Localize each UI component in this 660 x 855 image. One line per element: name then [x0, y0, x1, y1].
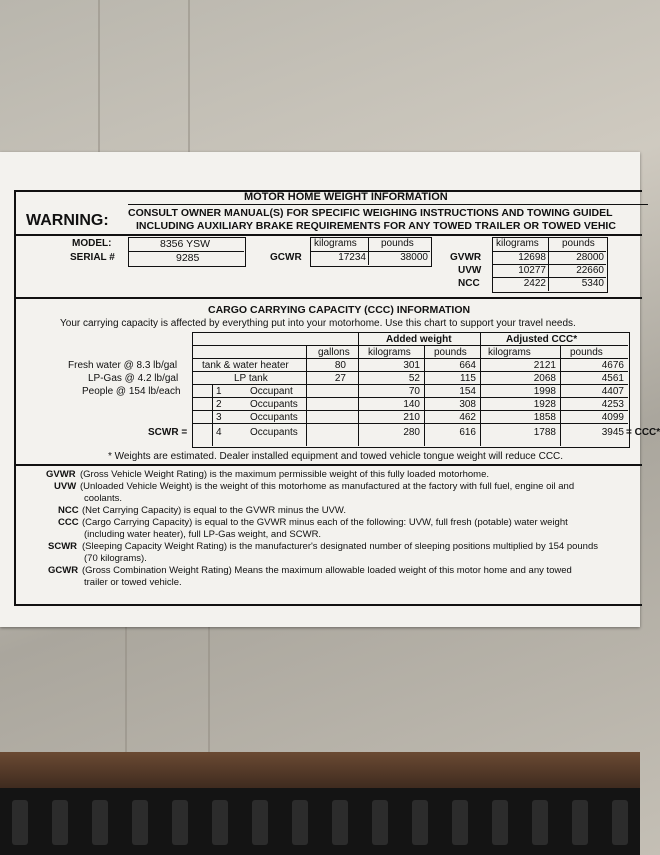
- people-adj-kg: 1928: [533, 399, 556, 410]
- ccc-equals: = CCC*: [626, 427, 660, 438]
- ratings-kg-header: kilograms: [496, 238, 539, 249]
- def-abbr: GCWR: [48, 565, 79, 576]
- fresh-water-label: Fresh water @ 8.3 lb/gal: [68, 360, 178, 371]
- people-lb: 154: [459, 386, 476, 397]
- water-kg: 301: [403, 360, 420, 371]
- serial-value: 9285: [176, 252, 200, 264]
- people-adj-kg: 1998: [533, 386, 556, 397]
- people-count: 1: [216, 386, 222, 397]
- warning-line-1: CONSULT OWNER MANUAL(S) FOR SPECIFIC WEIGHING INSTRUCTIONS AND TOWING GUIDEL: [128, 207, 613, 219]
- people-adj-kg: 1858: [533, 412, 556, 423]
- gcwr-lb-header: pounds: [381, 238, 414, 249]
- gallons-header: gallons: [318, 347, 350, 358]
- adjusted-ccc-header: Adjusted CCC*: [506, 334, 578, 345]
- tray-rib: [372, 800, 388, 845]
- lp-gallons: 27: [334, 373, 346, 384]
- scwr-label: SCWR =: [148, 427, 188, 438]
- def-text: (Gross Vehicle Weight Rating) is the maximum permissible weight of this fully loaded motorhome.: [80, 469, 490, 480]
- model-label: MODEL:: [72, 238, 112, 249]
- people-adj-lb: 3945: [601, 427, 624, 438]
- gvwr-label: GVWR: [450, 252, 482, 263]
- wall-seam: [98, 0, 100, 152]
- people-item: Occupants: [250, 427, 298, 438]
- water-gallons: 80: [334, 360, 346, 371]
- tray-rib: [492, 800, 508, 845]
- def-text: (Unloaded Vehicle Weight) is the weight of this motorhome as manufactured at the factory with full fuel, engine oil and: [80, 481, 575, 492]
- wall-seam: [125, 627, 127, 752]
- water-item: tank & water heater: [202, 360, 289, 371]
- serial-label: SERIAL #: [70, 252, 115, 263]
- wall-seam: [208, 627, 210, 752]
- people-adj-kg: 1788: [533, 427, 556, 438]
- ccc-subtitle: Your carrying capacity is affected by everything put into your motorhome. Use this chart to support your travel needs.: [60, 318, 576, 329]
- label-frame: [14, 190, 660, 606]
- tray-rib: [92, 800, 108, 845]
- gcwr-lb: 38000: [400, 252, 428, 263]
- ccc-title: CARGO CARRYING CAPACITY (CCC) INFORMATION: [208, 304, 471, 316]
- ccc-footnote: * Weights are estimated. Dealer installed equipment and towed vehicle tongue weight will reduce CCC.: [108, 451, 564, 462]
- tray-rib: [452, 800, 468, 845]
- people-count: 4: [216, 427, 222, 438]
- people-adj-lb: 4099: [601, 412, 624, 423]
- lp-adj-lb: 4561: [601, 373, 624, 384]
- water-adj-lb: 4676: [601, 360, 624, 371]
- wall-seam: [188, 0, 190, 152]
- warning-line-2: INCLUDING AUXILIARY BRAKE REQUIREMENTS FOR ANY TOWED TRAILER OR TOWED VEHIC: [136, 220, 616, 232]
- added-weight-header: Added weight: [386, 334, 452, 345]
- tray-rib: [572, 800, 588, 845]
- lp-gas-label: LP-Gas @ 4.2 lb/gal: [88, 373, 179, 384]
- def-text: (including water heater), full LP-Gas weight, and SCWR.: [84, 529, 322, 540]
- kilograms-header-2: kilograms: [488, 347, 531, 358]
- people-label: People @ 154 lb/each: [82, 386, 181, 397]
- tray-rib: [412, 800, 428, 845]
- def-abbr: CCC: [58, 517, 79, 528]
- tray-rib: [612, 800, 628, 845]
- people-kg: 280: [403, 427, 420, 438]
- def-abbr: SCWR: [48, 541, 78, 552]
- tray-rib: [172, 800, 188, 845]
- label-title: MOTOR HOME WEIGHT INFORMATION: [244, 191, 448, 203]
- def-abbr: UVW: [54, 481, 77, 492]
- kilograms-header: kilograms: [368, 347, 411, 358]
- people-lb: 616: [459, 427, 476, 438]
- weight-info-label: [0, 152, 660, 627]
- people-adj-lb: 4253: [601, 399, 624, 410]
- gcwr-kg-header: kilograms: [314, 238, 357, 249]
- people-count: 2: [216, 399, 222, 410]
- people-kg: 140: [403, 399, 420, 410]
- ncc-lb: 5340: [581, 278, 604, 289]
- people-count: 3: [216, 412, 222, 423]
- lp-lb: 115: [460, 373, 476, 384]
- model-value: 8356 YSW: [160, 238, 211, 250]
- people-item: Occupants: [250, 399, 298, 410]
- def-text: (Sleeping Capacity Weight Rating) is the manufacturer's designated number of sleeping positions multiplied by 154 pounds: [82, 541, 598, 552]
- people-kg: 210: [403, 412, 420, 423]
- def-abbr: GVWR: [46, 469, 76, 480]
- lp-adj-kg: 2068: [533, 373, 556, 384]
- people-lb: 308: [459, 399, 476, 410]
- water-adj-kg: 2121: [533, 360, 556, 371]
- def-text: coolants.: [84, 493, 123, 504]
- uvw-kg: 10277: [518, 265, 546, 276]
- people-item: Occupant: [250, 386, 293, 397]
- tray-rib: [332, 800, 348, 845]
- warning-label: WARNING:: [26, 212, 109, 229]
- people-adj-lb: 4407: [601, 386, 624, 397]
- def-abbr: NCC: [58, 505, 79, 516]
- def-text: (Net Carrying Capacity) is equal to the GVWR minus the UVW.: [82, 505, 346, 516]
- people-kg: 70: [408, 386, 420, 397]
- tray-rib: [252, 800, 268, 845]
- pounds-header-2: pounds: [570, 347, 603, 358]
- tray-rib: [12, 800, 28, 845]
- lp-kg: 52: [408, 373, 420, 384]
- tray-rib: [212, 800, 228, 845]
- wood-shelf: [0, 752, 640, 788]
- def-text: (Cargo Carrying Capacity) is equal to the GVWR minus each of the following: UVW, full fresh (potable) water weight: [82, 517, 568, 528]
- def-text: (70 kilograms).: [84, 553, 147, 564]
- tray-rib: [52, 800, 68, 845]
- uvw-label: UVW: [458, 265, 482, 276]
- uvw-lb: 22660: [576, 265, 604, 276]
- water-lb: 664: [459, 360, 476, 371]
- tray-rib: [532, 800, 548, 845]
- pounds-header: pounds: [434, 347, 467, 358]
- people-item: Occupants: [250, 412, 298, 423]
- def-text: trailer or towed vehicle.: [84, 577, 182, 588]
- ncc-kg: 2422: [523, 278, 546, 289]
- tray-rib: [292, 800, 308, 845]
- def-text: (Gross Combination Weight Rating) Means the maximum allowable loaded weight of this motor home and any towed: [82, 565, 572, 576]
- gcwr-label: GCWR: [270, 252, 302, 263]
- ncc-label: NCC: [458, 278, 480, 289]
- ratings-lb-header: pounds: [562, 238, 595, 249]
- gvwr-kg: 12698: [518, 252, 546, 263]
- tray-rib: [132, 800, 148, 845]
- gcwr-kg: 17234: [338, 252, 366, 263]
- people-lb: 462: [459, 412, 476, 423]
- lp-item: LP tank: [234, 373, 268, 384]
- gvwr-lb: 28000: [576, 252, 604, 263]
